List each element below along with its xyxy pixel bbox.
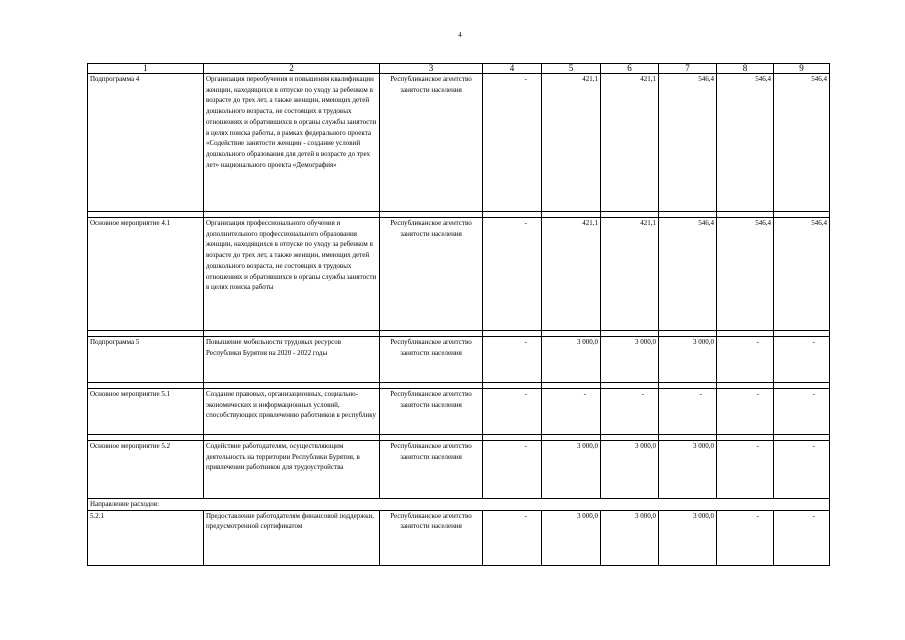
row-executor-cell: Республиканское агентство занятости населения (380, 441, 483, 499)
direction-label: Направление расходов: (88, 499, 830, 511)
row-value-cell: 546,4 (659, 74, 717, 212)
row-name-cell: Основное мероприятие 5.1 (88, 389, 204, 435)
row-value-cell: - (774, 337, 830, 383)
table-row (88, 337, 830, 383)
row-executor-cell: Республиканское агентство занятости населения (380, 389, 483, 435)
row-description-cell: Повышение мобильности трудовых ресурсов Республики Бурятия на 2020 - 2022 годы (204, 337, 380, 383)
row-executor-cell: Республиканское агентство занятости населения (380, 337, 483, 383)
row-value-cell: 3 000,0 (542, 510, 601, 565)
row-value-cell: - (774, 389, 830, 435)
column-header: 8 (717, 64, 774, 74)
row-executor-cell: Республиканское агентство занятости населения (380, 218, 483, 331)
row-value-cell: 421,1 (601, 74, 659, 212)
row-name-cell: Подпрограмма 4 (88, 74, 204, 212)
row-value-cell: 421,1 (542, 218, 601, 331)
page-number: 4 (458, 31, 462, 39)
row-value-cell: - (601, 389, 659, 435)
row-value-cell: - (542, 389, 601, 435)
row-value-cell: 546,4 (717, 218, 774, 331)
row-value-cell: 546,4 (774, 74, 830, 212)
column-header: 4 (483, 64, 542, 74)
row-value-cell: - (483, 389, 542, 435)
row-value-cell: - (717, 441, 774, 499)
column-header: 1 (88, 64, 204, 74)
row-value-cell: 3 000,0 (659, 337, 717, 383)
row-value-cell: - (717, 337, 774, 383)
row-name-cell: 5.2.1 (88, 510, 204, 565)
row-value-cell: 3 000,0 (659, 510, 717, 565)
row-value-cell: 3 000,0 (542, 441, 601, 499)
row-name-cell: Подпрограмма 5 (88, 337, 204, 383)
row-executor-cell: Республиканское агентство занятости населения (380, 510, 483, 565)
table-row (88, 441, 830, 499)
row-value-cell: 546,4 (659, 218, 717, 331)
row-description-cell: Создание правовых, организационных, социально-экономических и информационных условий, способствующих привлечению работников в республику (204, 389, 380, 435)
row-value-cell: 3 000,0 (542, 337, 601, 383)
column-header: 6 (601, 64, 659, 74)
row-value-cell: - (717, 389, 774, 435)
row-value-cell: - (483, 510, 542, 565)
row-value-cell: - (774, 510, 830, 565)
row-value-cell: - (483, 337, 542, 383)
row-value-cell: 546,4 (717, 74, 774, 212)
row-value-cell: - (483, 218, 542, 331)
column-header: 9 (774, 64, 830, 74)
row-value-cell: 3 000,0 (601, 510, 659, 565)
column-header: 3 (380, 64, 483, 74)
table-row (88, 74, 830, 212)
row-value-cell: - (774, 441, 830, 499)
column-header: 7 (659, 64, 717, 74)
row-description-cell: Организация переобучения и повышения квалификации женщин, находящихся в отпуске по уходу за ребенком в возрасте до трех лет, а также женщин, имеющих детей дошкольного возраста, не состоящих в трудовых отношениях и обратившихся в органы службы занятости в целях поиска работы, в рамках федерального проекта «Содействие занятости женщин - создание условий дошкольного образования для детей в возрасте до трех лет» национального проекта «Демография» (204, 74, 380, 212)
row-value-cell: 546,4 (774, 218, 830, 331)
row-value-cell: 3 000,0 (601, 441, 659, 499)
budget-table (87, 63, 830, 566)
row-description-cell: Предоставление работодателям финансовой поддержки, предусмотренной сертификатом (204, 510, 380, 565)
row-value-cell: 3 000,0 (659, 441, 717, 499)
table-row (88, 510, 830, 565)
row-name-cell: Основное мероприятие 4.1 (88, 218, 204, 331)
table-row (88, 218, 830, 331)
row-value-cell: - (659, 389, 717, 435)
row-name-cell: Основное мероприятие 5.2 (88, 441, 204, 499)
direction-row (88, 499, 830, 511)
row-description-cell: Содействие работодателям, осуществляющим деятельность на территории Республики Бурятия, в привлечении работников для трудоустройства (204, 441, 380, 499)
row-executor-cell: Республиканское агентство занятости населения (380, 74, 483, 212)
row-value-cell: 3 000,0 (601, 337, 659, 383)
table-header-row (88, 64, 830, 74)
row-value-cell: 421,1 (601, 218, 659, 331)
row-description-cell: Организация профессионального обучения и дополнительного профессионального образования женщин, находящихся в отпуске по уходу за ребенком в возрасте до трех лет, а также женщин, имеющих детей дошкольного возраста, не состоящих в трудовых отношениях и обратившихся в органы службы занятости в целях поиска работы (204, 218, 380, 331)
row-value-cell: - (717, 510, 774, 565)
row-value-cell: 421,1 (542, 74, 601, 212)
row-value-cell: - (483, 441, 542, 499)
row-value-cell: - (483, 74, 542, 212)
table-row (88, 389, 830, 435)
column-header: 2 (204, 64, 380, 74)
column-header: 5 (542, 64, 601, 74)
